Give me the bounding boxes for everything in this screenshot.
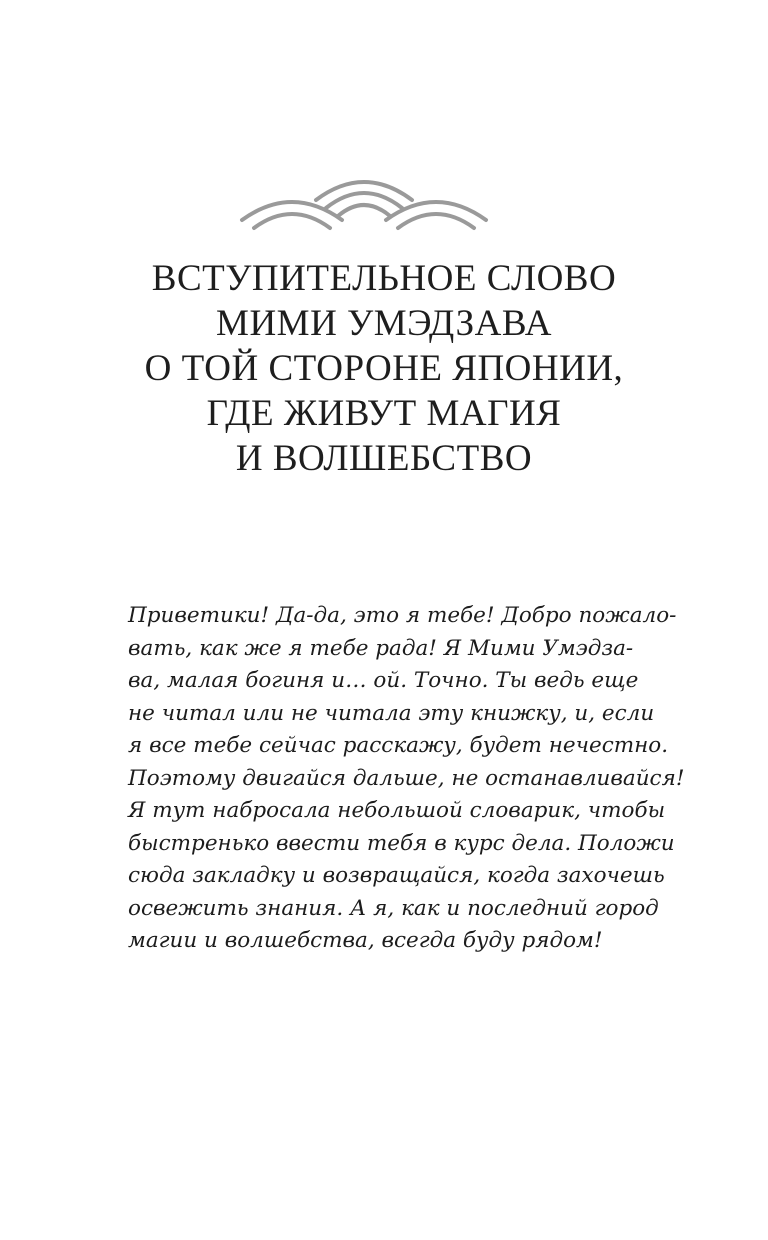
paragraph-line: ва, малая богиня и… ой. Точно. Ты ведь еще — [128, 668, 639, 693]
paragraph-line: магии и волшебства, всегда буду рядом! — [128, 928, 603, 953]
paragraph-line: Я тут набросала небольшой словарик, чтобы — [128, 798, 666, 823]
paragraph-line: освежить знания. А я, как и последний город — [128, 895, 659, 921]
paragraph-line: вать, как же я тебе рада! Я Мими Умэдза- — [128, 635, 634, 661]
paragraph-line: не читал или не читала эту книжку, и, если — [128, 700, 655, 726]
title-line: ГДЕ ЖИВУТ МАГИЯ — [206, 393, 562, 434]
title-line: И ВОЛШЕБСТВО — [235, 438, 533, 479]
chapter-title — [84, 256, 684, 481]
paragraph-line: быстренько ввести тебя в курс дела. Положи — [128, 830, 675, 856]
wave-arcs-icon — [234, 166, 494, 236]
title-line: О ТОЙ СТОРОНЕ ЯПОНИИ, — [144, 348, 624, 389]
title-line: ВСТУПИТЕЛЬНОЕ СЛОВО — [151, 258, 617, 299]
paragraph-line: я все тебе сейчас расскажу, будет нечестно. — [128, 733, 669, 758]
paragraph-line: Поэтому двигайся дальше, не останавливайся! — [128, 765, 685, 791]
paragraph-line: сюда закладку и возвращайся, когда захочешь — [128, 863, 665, 888]
paragraph-line: Приветики! Да-да, это я тебе! Добро пожало- — [128, 603, 677, 628]
title-line: МИМИ УМЭДЗАВА — [216, 303, 552, 344]
intro-paragraph — [128, 600, 685, 958]
